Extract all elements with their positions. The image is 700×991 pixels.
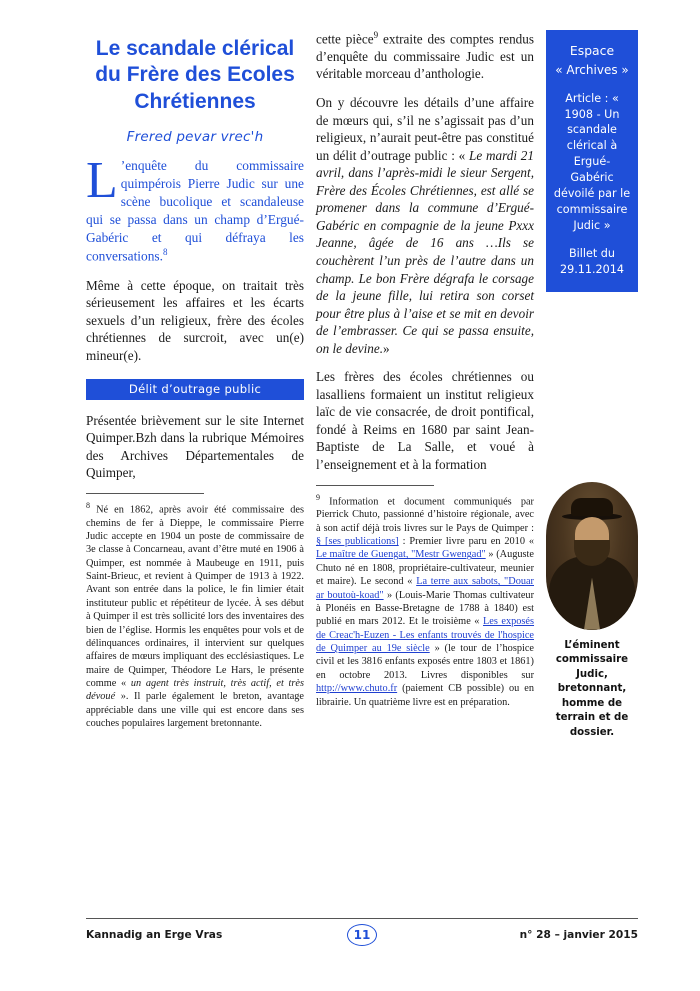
footnote-9-text-6: (paiement CB possible) ou en librairie. Un quatrième livre est en préparation. <box>316 683 534 708</box>
footnote-link-book-2[interactable]: La terre aux sabots, "Douar ar boutoù-koad" <box>316 576 534 601</box>
portrait-photo-judic <box>546 482 638 630</box>
footnote-separator-middle <box>316 485 434 486</box>
paragraph-5-intro: On y découvre les détails d’une affaire de mœurs qui, s’il ne s’agissait pas d’un religieux, n’aurait peut-être pas constitué un délit d’outrage public : « <box>316 95 534 163</box>
sidebar-title: Espace <box>569 43 615 58</box>
footnote-marker-8: 8 <box>162 246 168 257</box>
photo-caption: L’éminent commissaire Judic, bretonnant, homme de terrain et de dossier. <box>555 639 629 738</box>
page-title <box>86 36 304 115</box>
footnote-9-text-1: Information et document communiqués par Pierrick Chuto, passionné d’histoire régionale, avec à son actif déjà trois livres sur le Pays de Quimper : <box>316 495 534 534</box>
three-column-layout <box>86 30 638 740</box>
page-number-badge <box>347 924 377 946</box>
footnote-9-text-4: » (Louis-Marie Thomas cultivateur à Plonéis en Basse-Bretagne de 1788 à 1840) est publié en mars 2012. Et le troisième « <box>316 589 535 628</box>
lead-paragraph <box>86 152 304 264</box>
footnote-9-text-3: » (Auguste Chuto né en 1808, propriétaire-cultivateur, meunier et maire). Le second « <box>316 549 534 588</box>
paragraph-5-close: » <box>383 340 390 356</box>
footnote-9-text-2: : Premier livre paru en 2010 « <box>402 536 534 548</box>
photo-block <box>546 482 638 740</box>
article-subtitle: Frered pevar vrec'h <box>126 129 264 146</box>
footnote-link-publications[interactable]: § [ses publications] <box>316 536 399 548</box>
footer-publication-name: Kannadig an Erge Vras <box>86 929 223 941</box>
footnote-link-book-3[interactable]: Les exposés de Creac'h-Euzen - Les enfants trouvés de l'hospice de Quimper au 19e siècle <box>316 616 535 655</box>
footnote-8 <box>86 501 304 731</box>
sidebar-archives-box <box>546 30 638 292</box>
footnote-link-website[interactable]: http://www.chuto.fr <box>316 683 398 695</box>
paragraph-2: Même à cette époque, on traitait très sérieusement les affaires et les écarts sexuels d’un religieux, frère des écoles chrétiennes de surcroit, avec un(e) mineur(e). <box>86 277 304 363</box>
paragraph-4-post: extraite des comptes rendus d’enquête du commissaire Judic est un véritable morceau d’anthologie. <box>316 31 534 82</box>
column-middle <box>316 30 534 709</box>
drop-cap: L <box>86 152 118 210</box>
page-footer <box>86 924 638 946</box>
footer-issue: n° 28 – janvier 2015 <box>519 929 638 941</box>
title-line-1: Le scandale clérical <box>95 37 295 60</box>
footnote-8-text-2: ». Il parle également le breton, avantage appréciable dans une ville qui est encore dans ses couches populaires largement bretonnante. <box>86 691 304 730</box>
footnote-8-marker: 8 <box>86 500 90 510</box>
footnote-8-italic: un agent très instruit, très actif, et très dévoué <box>86 678 305 703</box>
page-content <box>86 30 638 910</box>
paragraph-6: Les frères des écoles chrétiennes ou lasalliens formaient un institut religieux laïc de vie consacrée, de droit pontifical, fondé à Reims en 1680 par saint Jean-Baptiste de La Salle, et voué à l’enseignement et à la formation <box>316 369 534 472</box>
paragraph-3: Présentée brièvement sur le site Internet Quimper.Bzh dans la rubrique Mémoires des Archives Départementales de Quimper, <box>86 412 304 481</box>
footnote-marker-9: 9 <box>373 30 379 40</box>
footer-separator <box>86 918 638 919</box>
section-banner: Délit d’outrage public <box>86 379 304 400</box>
paragraph-5 <box>316 94 534 357</box>
column-right <box>546 30 638 740</box>
paragraph-4 <box>316 30 534 83</box>
quoted-report: Le mardi 21 avril, dans l’après-midi le sieur Sergent, Frère des Écoles Chrétiennes, est allé se promener dans la commune d’Ergué-Gabéric en compagnie de la jeune Pxxx Jeanne, âgée de 16 ans …Ils se couchèrent l’un près de l’autre dans un champ. Le bon Frère dégrafa le corsage de la jeune fille, lui retira son corset pour être plus à l’aise et se mit en devoir de l’embrasser. Ce qui se passa ensuite, on le devine. <box>316 147 534 356</box>
column-left <box>86 30 304 731</box>
footnote-separator-left <box>86 493 204 494</box>
sidebar-date: Billet du 29.11.2014 <box>559 246 625 276</box>
footnote-8-text-1: Né en 1862, après avoir été commissaire des chemins de fer à Dieppe, le commissaire Pierre Judic accepte en 1904 un poste de commissaire de 3e classe à Concarneau, avant d’être muté en 1906 à Quimper, est nommée à Maubeuge en 1911, puis Saint-Brieuc, et revient à Quimper de 1913 à 1922. Avant son entrée dans la police, le fin limier était instituteur public et répétiteur de lycée. À ses début à Quimper il est très sollicité lors des inventaires des bien de l’église. Hormis les enquêtes pour vols et de délinquances ordinaires, il intervient sur quelques affaires de mœurs impliquant des ecclésiastiques. Le maire de Quimper, Théodore Le Hars, le présente comme « <box>86 504 304 690</box>
bowler-hat-shape <box>571 498 613 516</box>
sidebar-body: Article : « 1908 - Un scandale clérical à Ergué-Gabéric dévoilé par le commissaire Judic » <box>553 91 631 232</box>
sidebar-subtitle: « Archives » <box>555 62 629 77</box>
footnote-9-marker: 9 <box>316 492 320 502</box>
footnote-link-book-1[interactable]: Le maître de Guengat, "Mestr Gwengad" <box>316 549 486 561</box>
page-number: 11 <box>353 928 371 942</box>
lead-text: ’enquête du commissaire quimpérois Pierre Judic sur une scène bucolique et scandaleuse qui se passa dans un champ d’Ergué-Gabéric et qui défraya les conversations. <box>86 158 304 263</box>
paragraph-4-pre: cette pièce <box>316 31 374 47</box>
footnote-9-text-5: » (le tour de l’hospice civil et les 3816 enfants exposés entre 1803 et 1861) en octobre 2013. Livres disponibles sur <box>316 643 534 681</box>
title-line-3: Chrétiennes <box>134 89 256 113</box>
title-line-2: du Frère des Ecoles <box>95 63 295 87</box>
footnote-9 <box>316 493 534 709</box>
